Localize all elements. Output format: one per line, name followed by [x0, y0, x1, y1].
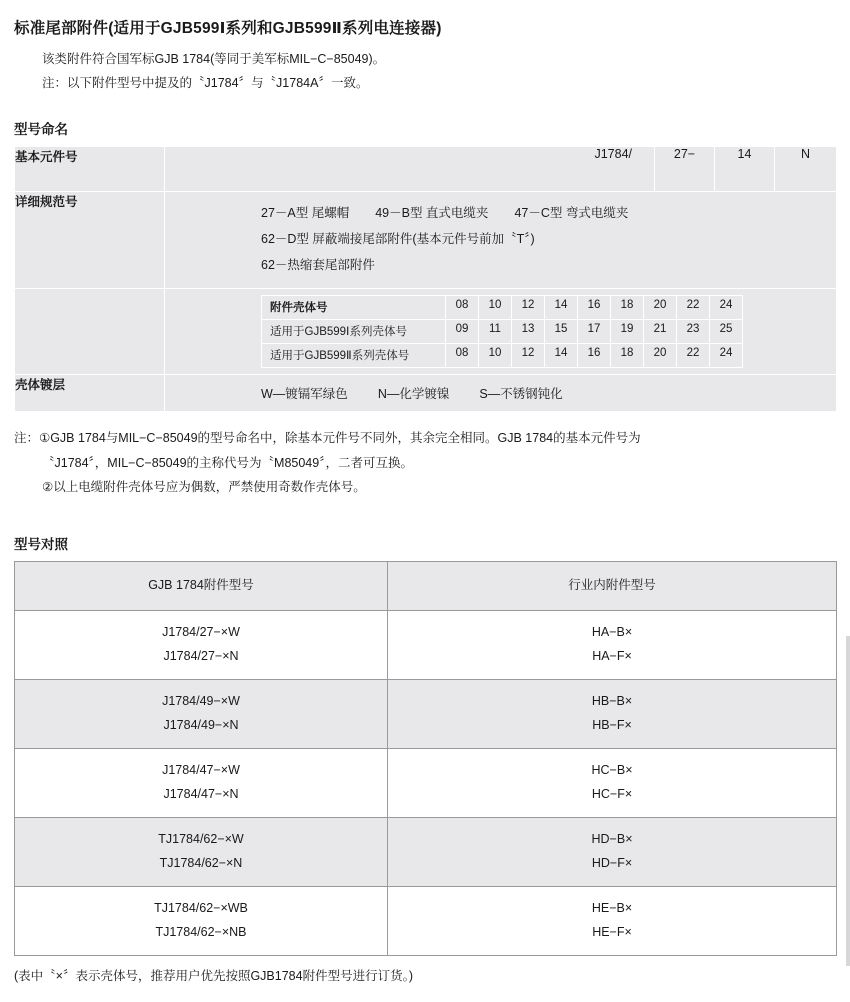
shell-val: 10 — [479, 344, 512, 368]
industry-model-line: HA−B× — [591, 625, 633, 640]
industry-model-line: HB−F× — [592, 717, 632, 732]
intro-line-1: 该类附件符合国军标GJB 1784(等同于美军标MIL−C−85049)。 — [42, 52, 386, 66]
shell-grid-label: 适用于GJB599Ⅱ系列壳体号 — [262, 344, 446, 368]
gjb-model-line: J1784/49−×W — [162, 694, 240, 709]
intro-line-2: 注：以下附件型号中提及的〝J1784〞与〝J1784A〞一致。 — [42, 75, 369, 90]
industry-model-line: HE−F× — [592, 924, 632, 939]
shell-val: 11 — [479, 320, 512, 344]
detail-spec-label: 详细规范号 — [15, 191, 165, 289]
gjb-model-line: J1784/47−×W — [162, 763, 240, 778]
shell-size-row — [15, 289, 837, 375]
shell-val: 22 — [677, 344, 710, 368]
comparison-footnote: (表中〝×〞表示壳体号，推荐用户优先按照GJB1784附件型号进行订货。) — [14, 968, 413, 983]
designation-table — [14, 146, 837, 413]
shell-grid-row — [262, 296, 743, 320]
plating-label: 壳体镀层 — [15, 375, 165, 412]
detail-spec-row — [15, 191, 837, 289]
plating-option-w: W—镀镉军绿色 — [261, 387, 348, 402]
shell-size-content — [165, 289, 837, 375]
gjb-model-cell — [15, 610, 388, 679]
table-row — [15, 748, 837, 817]
note-line-2: 〝J1784〞，MIL−C−85049的主称代号为〝M85049〞，二者可互换。 — [42, 455, 413, 470]
spec-3a: 62－热缩套尾部附件 — [261, 258, 375, 272]
table-row — [15, 679, 837, 748]
basic-part-number-label: 基本元件号 — [15, 146, 165, 191]
gjb-model-cell — [15, 748, 388, 817]
shell-size-grid — [261, 295, 743, 368]
shell-size-cell: 14 — [715, 146, 775, 191]
industry-model-line: HD−B× — [591, 832, 633, 847]
industry-model-line: HC−B× — [591, 763, 633, 778]
spec-1b: 49－B型 直式电缆夹 — [375, 205, 489, 220]
spec-line-1 — [165, 200, 836, 226]
shell-grid-label: 适用于GJB599Ⅰ系列壳体号 — [262, 320, 446, 344]
table-row — [15, 817, 837, 886]
plating-option-s: S—不锈钢钝化 — [479, 387, 563, 402]
shell-val: 09 — [446, 320, 479, 344]
plating-content — [165, 375, 837, 412]
comparison-heading: 型号对照 — [14, 537, 68, 553]
shell-val: 24 — [710, 296, 743, 320]
gjb-model-line: TJ1784/62−×N — [159, 855, 243, 870]
gjb-model-cell — [15, 886, 388, 955]
industry-model-line: HE−B× — [591, 901, 633, 916]
industry-model-cell — [388, 748, 837, 817]
gjb-model-line: TJ1784/62−×WB — [154, 901, 248, 916]
designation-heading: 型号命名 — [14, 121, 68, 137]
spec-1c: 47－C型 弯式电缆夹 — [514, 205, 629, 220]
shell-val: 21 — [644, 320, 677, 344]
gjb-model-line: TJ1784/62−×NB — [155, 924, 247, 939]
gjb-model-cell — [15, 679, 388, 748]
comparison-header-row — [15, 562, 837, 610]
gjb-model-cell — [15, 817, 388, 886]
shell-val: 12 — [512, 344, 545, 368]
gjb-model-line: J1784/49−×N — [163, 717, 239, 732]
page-title: 标准尾部附件(适用于GJB599Ⅰ系列和GJB599Ⅱ系列电连接器) — [14, 20, 442, 37]
intro-block — [42, 48, 836, 96]
shell-val: 15 — [545, 320, 578, 344]
shell-val: 22 — [677, 296, 710, 320]
spec-1a: 27－A型 尾螺帽 — [261, 205, 350, 220]
industry-model-line: HA−F× — [592, 648, 632, 663]
industry-model-cell — [388, 886, 837, 955]
comparison-header-gjb: GJB 1784附件型号 — [15, 562, 388, 610]
shell-val: 12 — [512, 296, 545, 320]
gjb-model-line: J1784/47−×N — [163, 786, 239, 801]
plating-option-n: N—化学镀镍 — [377, 387, 450, 402]
shell-val: 20 — [644, 344, 677, 368]
shell-val: 25 — [710, 320, 743, 344]
shell-val: 18 — [611, 344, 644, 368]
basic-part-number-code: J1784/ — [165, 146, 655, 191]
gjb-model-line: J1784/27−×W — [162, 625, 240, 640]
shell-val: 16 — [578, 344, 611, 368]
table-row — [15, 610, 837, 679]
gjb-model-line: TJ1784/62−×W — [158, 832, 244, 847]
note-line-1: 注：①GJB 1784与MIL−C−85049的型号命名中，除基本元件号不同外，其余完全相同。GJB 1784的基本元件号为 — [14, 431, 641, 446]
shell-val: 16 — [578, 296, 611, 320]
plating-code-cell: N — [775, 146, 837, 191]
shell-val: 14 — [545, 296, 578, 320]
shell-val: 17 — [578, 320, 611, 344]
shell-val: 20 — [644, 296, 677, 320]
shell-val: 14 — [545, 344, 578, 368]
industry-model-cell — [388, 817, 837, 886]
shell-val: 23 — [677, 320, 710, 344]
comparison-table — [14, 561, 837, 955]
spec-2a: 62－D型 屏蔽端接尾部附件(基本元件号前加〝T〞) — [261, 231, 535, 246]
industry-model-line: HC−F× — [591, 786, 633, 801]
shell-grid-row — [262, 344, 743, 368]
gjb-model-line: J1784/27−×N — [163, 648, 239, 663]
shell-val: 13 — [512, 320, 545, 344]
shell-size-row-spacer — [15, 289, 165, 375]
industry-model-line: HD−F× — [591, 855, 633, 870]
shell-val: 19 — [611, 320, 644, 344]
industry-model-cell — [388, 679, 837, 748]
industry-model-cell — [388, 610, 837, 679]
spec-line-3 — [165, 252, 836, 278]
plating-row — [15, 375, 837, 412]
shell-val: 08 — [446, 344, 479, 368]
detail-spec-content — [165, 191, 837, 289]
page-edge-bar — [846, 636, 850, 966]
shell-grid-row — [262, 320, 743, 344]
notes-block — [14, 426, 836, 499]
shell-val: 18 — [611, 296, 644, 320]
shell-val: 08 — [446, 296, 479, 320]
industry-model-line: HB−B× — [591, 694, 633, 709]
note-line-3: ②以上电缆附件壳体号应为偶数，严禁使用奇数作壳体号。 — [42, 480, 366, 494]
shell-val: 24 — [710, 344, 743, 368]
shell-val: 10 — [479, 296, 512, 320]
basic-part-number-row — [15, 146, 837, 191]
detail-spec-number-cell: 27− — [655, 146, 715, 191]
spec-line-2 — [165, 226, 836, 252]
shell-grid-label: 附件壳体号 — [262, 296, 446, 320]
table-row — [15, 886, 837, 955]
comparison-header-industry: 行业内附件型号 — [388, 562, 837, 610]
